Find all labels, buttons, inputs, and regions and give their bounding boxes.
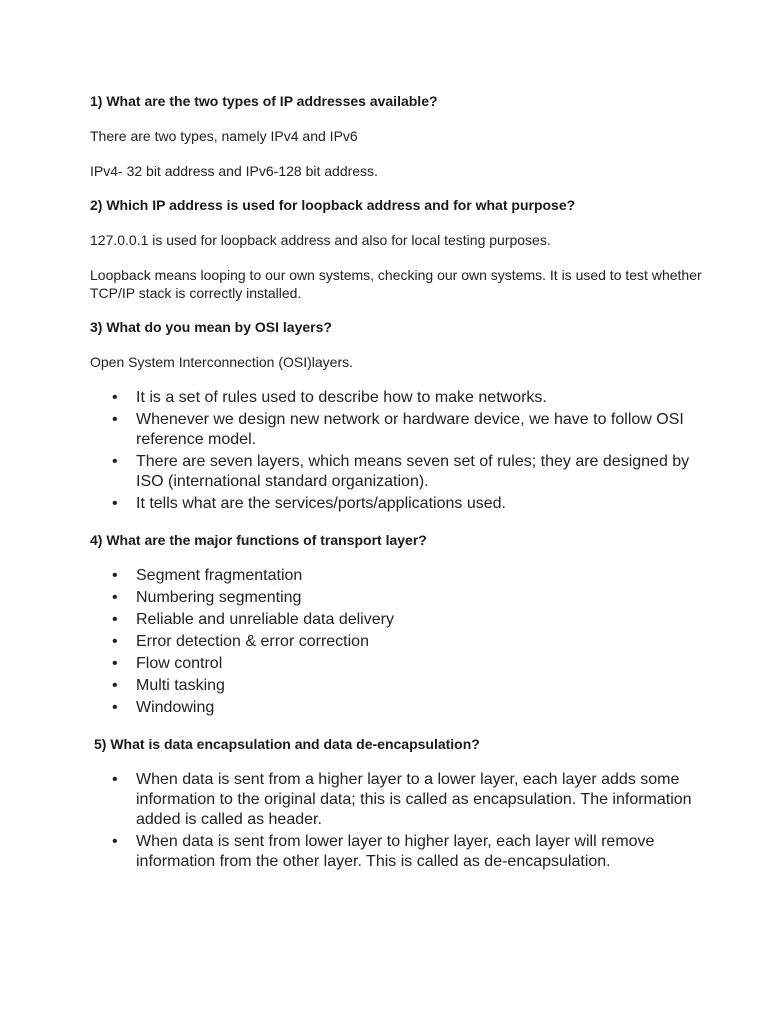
list-item	[90, 676, 708, 696]
bullet-icon: •	[112, 633, 118, 650]
list-item-text: Segment fragmentation	[136, 567, 303, 584]
list-item	[90, 632, 708, 652]
list-item	[90, 654, 708, 674]
list-item	[90, 388, 708, 408]
list-item	[90, 698, 708, 718]
question-2-heading: 2) Which IP address is used for loopback address and for what purpose?	[90, 197, 576, 213]
answer-1-paragraph-2: IPv4- 32 bit address and IPv6-128 bit address.	[90, 163, 378, 179]
list-item-text: There are seven layers, which means seven set of rules; they are designed by ISO (international standard organization).	[136, 453, 690, 490]
bullet-icon: •	[112, 833, 118, 850]
bullet-icon: •	[112, 655, 118, 672]
list-item-text: It tells what are the services/ports/applications used.	[136, 495, 506, 512]
list-item-text: It is a set of rules used to describe how to make networks.	[136, 389, 547, 406]
list-item-text: Windowing	[136, 699, 215, 716]
list-item-text: Reliable and unreliable data delivery	[136, 611, 394, 628]
list-item-text: When data is sent from a higher layer to a lower layer, each layer adds some information to the original data; this is called as encapsulation. The information added is called as header.	[136, 771, 692, 828]
question-4-heading: 4) What are the major functions of transport layer?	[90, 532, 427, 548]
bullet-icon: •	[112, 677, 118, 694]
list-item-text: Whenever we design new network or hardware device, we have to follow OSI reference model.	[136, 411, 684, 448]
question-1-heading: 1) What are the two types of IP addresses available?	[90, 93, 438, 109]
bullet-icon: •	[112, 589, 118, 606]
list-item	[90, 566, 708, 586]
list-item-text: When data is sent from lower layer to higher layer, each layer will remove information from the other layer. This is called as de-encapsulation.	[136, 833, 655, 870]
answer-3-paragraph-1: Open System Interconnection (OSI)layers.	[90, 354, 353, 370]
list-item	[90, 452, 708, 492]
osi-bullet-list	[90, 388, 708, 514]
transport-layer-bullet-list	[90, 566, 708, 718]
list-item-text: Error detection & error correction	[136, 633, 369, 650]
list-item-text: Numbering segmenting	[136, 589, 302, 606]
bullet-icon: •	[112, 495, 118, 512]
list-item-text: Flow control	[136, 655, 223, 672]
bullet-icon: •	[112, 389, 118, 406]
answer-2-paragraph-1: 127.0.0.1 is used for loopback address and also for local testing purposes.	[90, 232, 551, 248]
bullet-icon: •	[112, 771, 118, 788]
bullet-icon: •	[112, 567, 118, 584]
answer-2-paragraph-2: Loopback means looping to our own systems, checking our own systems. It is used to test whether TCP/IP stack is correctly installed.	[90, 267, 702, 301]
list-item	[90, 610, 708, 630]
list-item	[90, 410, 708, 450]
bullet-icon: •	[112, 453, 118, 470]
question-5-heading: 5) What is data encapsulation and data de-encapsulation?	[94, 736, 480, 752]
bullet-icon: •	[112, 699, 118, 716]
encapsulation-bullet-list	[90, 770, 708, 872]
list-item	[90, 770, 708, 830]
list-item	[90, 588, 708, 608]
list-item	[90, 832, 708, 872]
bullet-icon: •	[112, 411, 118, 428]
question-3-heading: 3) What do you mean by OSI layers?	[90, 319, 332, 335]
answer-1-paragraph-1: There are two types, namely IPv4 and IPv6	[90, 128, 358, 144]
list-item	[90, 494, 708, 514]
list-item-text: Multi tasking	[136, 677, 225, 694]
bullet-icon: •	[112, 611, 118, 628]
